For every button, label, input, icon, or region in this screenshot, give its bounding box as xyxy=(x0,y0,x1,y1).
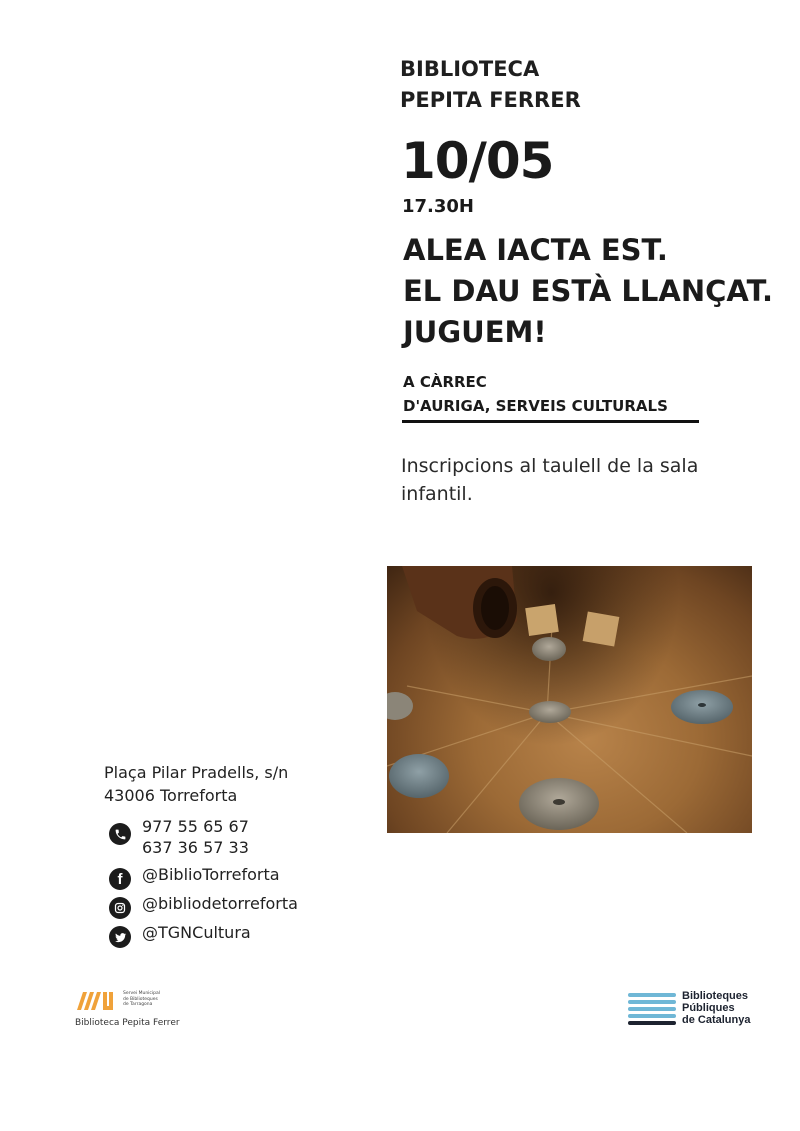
organizer-line2: D'AURIGA, SERVEIS CULTURALS xyxy=(403,397,668,415)
bpc-logo xyxy=(628,990,768,1032)
bpc-logo-text xyxy=(682,990,750,1026)
phone-number[interactable]: 637 36 57 33 xyxy=(142,838,249,857)
event-title-line: JUGUEM! xyxy=(403,315,547,349)
bpc-logo-text-line: de Catalunya xyxy=(682,1014,751,1026)
municipal-logo-text-line: de Tarragona xyxy=(123,1002,153,1007)
phone-numbers xyxy=(142,816,249,858)
instagram-handle[interactable]: @bibliodetorreforta xyxy=(142,894,298,913)
bpc-logo-text-line: Públiques xyxy=(682,1002,735,1014)
organizer-underline xyxy=(402,420,699,423)
facebook-handle[interactable]: @BiblioTorreforta xyxy=(142,865,280,884)
bpc-logo-text-line: Biblioteques xyxy=(682,990,749,1002)
dice-cup xyxy=(402,566,517,639)
municipal-library-logo xyxy=(75,990,195,1030)
municipal-logo-text-line: Servei Municipal xyxy=(123,991,161,996)
registration-note: Inscripcions al taulell de la sala infantil. xyxy=(401,455,699,505)
instagram-icon xyxy=(109,897,131,919)
event-title xyxy=(403,230,793,353)
event-date: 10/05 xyxy=(401,132,554,190)
event-time: 17.30H xyxy=(402,196,474,217)
facebook-icon: f xyxy=(109,868,131,890)
library-name-line2: PEPITA FERRER xyxy=(400,88,581,112)
event-title-line: EL DAU ESTÀ LLANÇAT. xyxy=(403,274,773,308)
library-name xyxy=(400,54,760,116)
address xyxy=(104,761,364,807)
library-name-line1: BIBLIOTECA xyxy=(400,57,540,81)
address-line2: 43006 Torreforta xyxy=(104,786,238,805)
municipal-logo-text xyxy=(123,991,160,1008)
phone-icon xyxy=(109,823,131,845)
event-title-line: ALEA IACTA EST. xyxy=(403,233,668,267)
twitter-handle[interactable]: @TGNCultura xyxy=(142,923,251,942)
phone-number[interactable]: 977 55 65 67 xyxy=(142,817,249,836)
board-game-illustration xyxy=(387,566,752,833)
municipal-logo-mark xyxy=(75,992,119,1010)
municipal-logo-caption: Biblioteca Pepita Ferrer xyxy=(75,1018,180,1028)
organizer-line1: A CÀRREC xyxy=(403,373,487,391)
municipal-logo-text-line: de Biblioteques xyxy=(123,996,158,1002)
address-line1: Plaça Pilar Pradells, s/n xyxy=(104,763,289,782)
bpc-logo-mark xyxy=(628,993,678,1027)
twitter-icon xyxy=(109,926,131,948)
board-game-photo xyxy=(387,566,752,833)
